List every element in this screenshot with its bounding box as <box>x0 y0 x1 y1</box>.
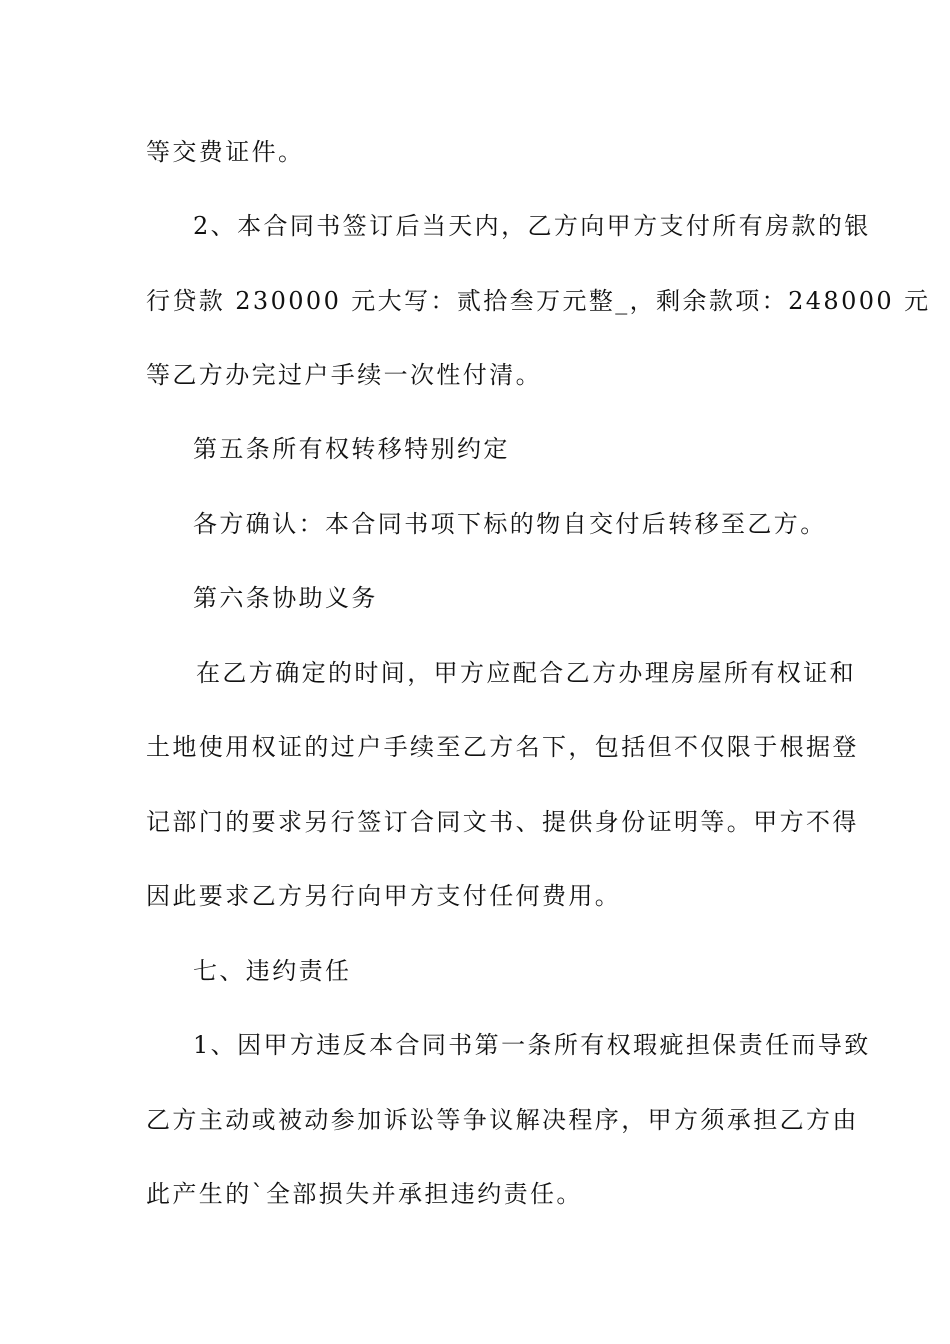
paragraph-line: 在乙方确定的时间，甲方应配合乙方办理房屋所有权证和 <box>196 659 856 687</box>
paragraph-line: 等交费证件。 <box>146 138 305 166</box>
paragraph-line: 2、本合同书签订后当天内，乙方向甲方支付所有房款的银 <box>193 212 871 240</box>
paragraph-line: 此产生的`全部损失并承担违约责任。 <box>146 1180 583 1208</box>
section-heading: 七、违约责任 <box>193 957 352 985</box>
section-heading: 第五条所有权转移特别约定 <box>193 435 510 463</box>
paragraph-line: 1、因甲方违反本合同书第一条所有权瑕疵担保责任而导致 <box>193 1031 871 1059</box>
paragraph-line: 土地使用权证的过户手续至乙方名下，包括但不仅限于根据登 <box>146 733 859 761</box>
paragraph-line: 因此要求乙方另行向甲方支付任何费用。 <box>146 882 622 910</box>
paragraph-line: 各方确认：本合同书项下标的物自交付后转移至乙方。 <box>193 510 827 538</box>
paragraph-line: 行贷款 230000 元大写：贰拾叁万元整_，剩余款项：248000 元 <box>146 287 931 315</box>
paragraph-line: 乙方主动或被动参加诉讼等争议解决程序，甲方须承担乙方由 <box>146 1106 859 1134</box>
section-heading: 第六条协助义务 <box>193 584 378 612</box>
paragraph-line: 等乙方办完过户手续一次性付清。 <box>146 361 542 389</box>
paragraph-line: 记部门的要求另行签订合同文书、提供身份证明等。甲方不得 <box>146 808 859 836</box>
